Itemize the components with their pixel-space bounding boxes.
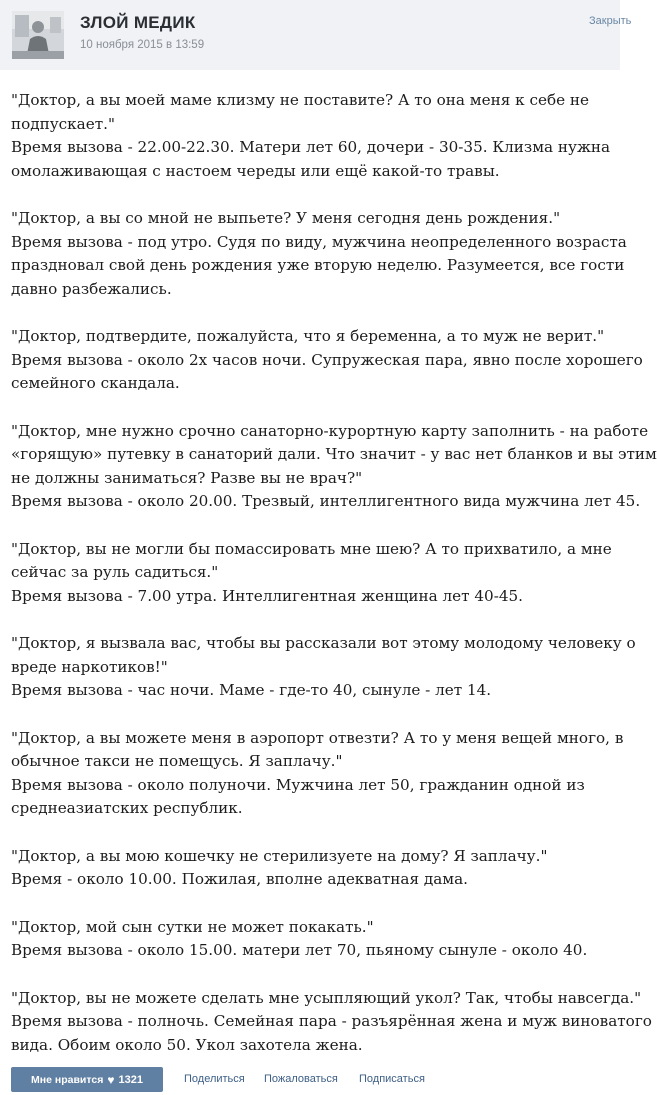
post-line: "Доктор, а вы со мной не выпьете? У меня сегодня день рождения." <box>11 209 561 227</box>
heart-icon: ♥ <box>107 1072 115 1087</box>
post-paragraph <box>11 207 651 301</box>
post-line: "Доктор, а вы можете меня в аэропорт отвезти? А то у меня вещей много, в <box>11 728 624 747</box>
post-line: Время вызова - около полуночи. Мужчина лет 50, гражданин одной из <box>11 775 585 794</box>
post-line: "Доктор, мне нужно срочно санаторно-курортную карту заполнить - на работе <box>11 421 649 440</box>
post-line: Время вызова - около 2х часов ночи. Супружеская пара, явно после хорошего <box>11 350 643 369</box>
post-paragraph <box>11 89 651 183</box>
post-line: не должны заниматься? Разве вы не врач?" <box>11 468 363 487</box>
post-paragraph <box>11 325 651 396</box>
post-line: "Доктор, подтвердите, пожалуйста, что я беременна, а то муж не верит." <box>11 327 605 345</box>
post-line: омолаживающая с настоем череды или ещё какой-то травы. <box>11 161 500 180</box>
avatar[interactable] <box>12 11 64 59</box>
post-paragraph <box>11 420 657 514</box>
post-line: подпускает." <box>11 114 115 133</box>
post-line: Время вызова - 22.00-22.30. Матери лет 60, дочери - 30-35. Клизма нужна <box>11 138 611 156</box>
post-line: "Доктор, я вызвала вас, чтобы вы рассказали вот этому молодому человеку о <box>11 634 636 652</box>
post-line: "Доктор, вы не могли бы помассировать мне шею? А то прихватило, а мне <box>11 539 612 558</box>
post-line: семейного скандала. <box>11 374 180 392</box>
like-label: Мне нравится <box>31 1073 104 1086</box>
post-line: Время вызова - час ночи. Маме - где-то 40, сынуле - лет 14. <box>11 681 492 699</box>
post-line: Время - около 10.00. Пожилая, вполне адекватная дама. <box>11 870 468 888</box>
post-paragraph <box>11 727 651 821</box>
post-paragraph <box>11 538 651 609</box>
post-line: Время вызова - около 20.00. Трезвый, интеллигентного вида мужчина лет 45. <box>11 492 641 510</box>
post-line: "Доктор, мой сын сутки не может покакать." <box>11 917 374 936</box>
post-line: "Доктор, а вы мою кошечку не стерилизуете на дому? Я заплачу." <box>11 846 548 865</box>
post-line: давно разбежались. <box>11 279 172 298</box>
close-link[interactable]: Закрыть <box>589 15 632 27</box>
post-footer <box>0 1062 620 1095</box>
post-paragraph <box>11 845 651 892</box>
like-button[interactable] <box>11 1067 163 1092</box>
post-paragraph <box>11 916 651 963</box>
post-paragraph <box>11 987 651 1058</box>
post-date[interactable]: 10 ноября 2015 в 13:59 <box>80 39 205 51</box>
like-count: 1321 <box>118 1073 143 1086</box>
post-line: Время вызова - под утро. Судя по виду, мужчина неопределенного возраста <box>11 232 627 251</box>
post-text <box>11 89 657 1081</box>
page-title[interactable]: ЗЛОЙ МЕДИК <box>80 13 196 32</box>
post-line: "Доктор, вы не можете сделать мне усыпляющий укол? Так, чтобы навсегда." <box>11 988 642 1007</box>
post-header <box>0 0 632 70</box>
post-line: "Доктор, а вы моей маме клизму не поставите? А то она меня к себе не <box>11 91 590 109</box>
post-line: Время вызова - около 15.00. матери лет 70, пьяному сынуле - около 40. <box>11 941 588 959</box>
report-link[interactable]: Пожаловаться <box>264 1073 338 1085</box>
post-line: праздновал свой день рождения уже вторую неделю. Разумеется, все гости <box>11 256 625 274</box>
post-line: Время вызова - 7.00 утра. Интеллигентная женщина лет 40-45. <box>11 586 523 605</box>
subscribe-link[interactable]: Подписаться <box>359 1073 425 1085</box>
post-line: вида. Обоим около 50. Укол захотела жена. <box>11 1035 363 1054</box>
post-paragraph <box>11 632 651 703</box>
post-line: сейчас за руль садиться." <box>11 563 219 581</box>
post-line: вреде наркотиков!" <box>11 657 168 676</box>
post-line: обычное такси не помещусь. Я заплачу." <box>11 752 343 770</box>
post-line: среднеазиатских республик. <box>11 799 243 817</box>
share-link[interactable]: Поделиться <box>184 1073 245 1085</box>
post-line: «горящую» путевку в санаторий дали. Что значит - у вас нет бланков и вы этим <box>11 445 657 463</box>
post-line: Время вызова - полночь. Семейная пара - разъярённая жена и муж виноватого <box>11 1012 652 1030</box>
